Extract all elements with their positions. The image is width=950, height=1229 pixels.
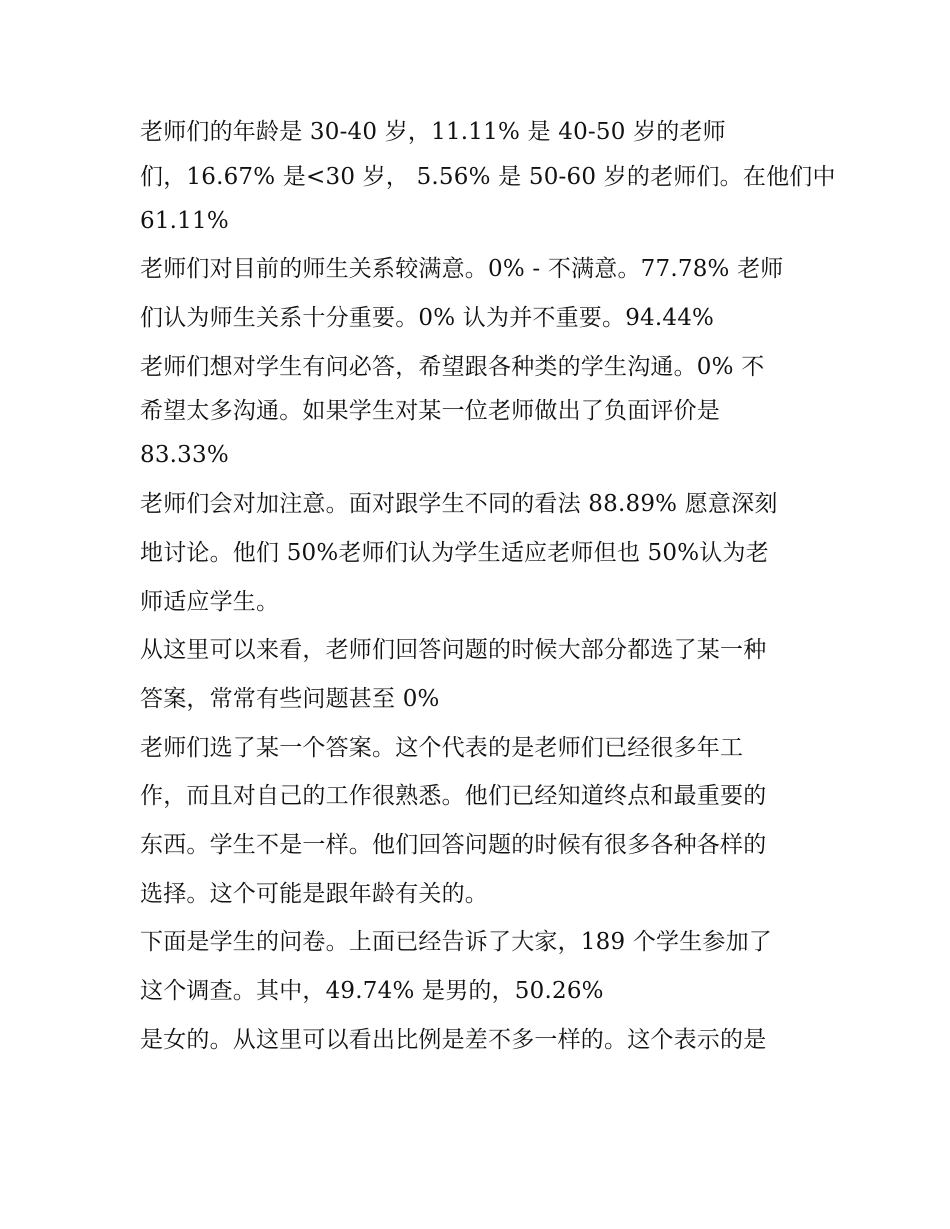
text-line: 是女的。从这里可以看出比例是差不多一样的。这个表示的是 <box>140 1026 767 1053</box>
text-line: 老师们对目前的师生关系较满意。0% - 不满意。77.78% 老师 <box>140 256 784 283</box>
text-line: 东西。学生不是一样。他们回答问题的时候有很多各种各样的 <box>140 831 767 858</box>
text-line: 希望太多沟通。如果学生对某一位老师做出了负面评价是 <box>140 398 720 425</box>
text-line: 们，16.67% 是<30 岁， 5.56% 是 50-60 岁的老师们。在他们中 <box>140 163 836 190</box>
text-line: 答案，常常有些问题甚至 0% <box>140 685 440 712</box>
body-text <box>140 108 836 1064</box>
text-line: 下面是学生的问卷。上面已经告诉了大家，189 个学生参加了 <box>140 929 773 956</box>
text-line: 师适应学生。 <box>140 588 280 615</box>
text-line: 老师们想对学生有问必答，希望跟各种类的学生沟通。0% 不 <box>140 353 765 380</box>
text-line: 这个调查。其中，49.74% 是男的，50.26% <box>140 978 604 1004</box>
text-line: 老师们的年龄是 30-40 岁，11.11% 是 40-50 岁的老师 <box>140 119 726 145</box>
text-line: 从这里可以来看，老师们回答问题的时候大部分都选了某一种 <box>140 637 767 664</box>
text-line: 选择。这个可能是跟年龄有关的。 <box>140 880 488 907</box>
text-line: 地讨论。他们 50%老师们认为学生适应老师但也 50%认为老 <box>140 539 769 566</box>
text-line: 61.11% <box>140 207 229 234</box>
text-line: 们认为师生关系十分重要。0% 认为并不重要。94.44% <box>140 305 715 332</box>
text-line: 老师们会对加注意。面对跟学生不同的看法 88.89% 愿意深刻 <box>140 491 778 518</box>
text-line: 作，而且对自己的工作很熟悉。他们已经知道终点和最重要的 <box>140 783 767 810</box>
text-line: 老师们选了某一个答案。这个代表的是老师们已经很多年工 <box>140 734 744 761</box>
text-line: 83.33% <box>140 442 229 469</box>
